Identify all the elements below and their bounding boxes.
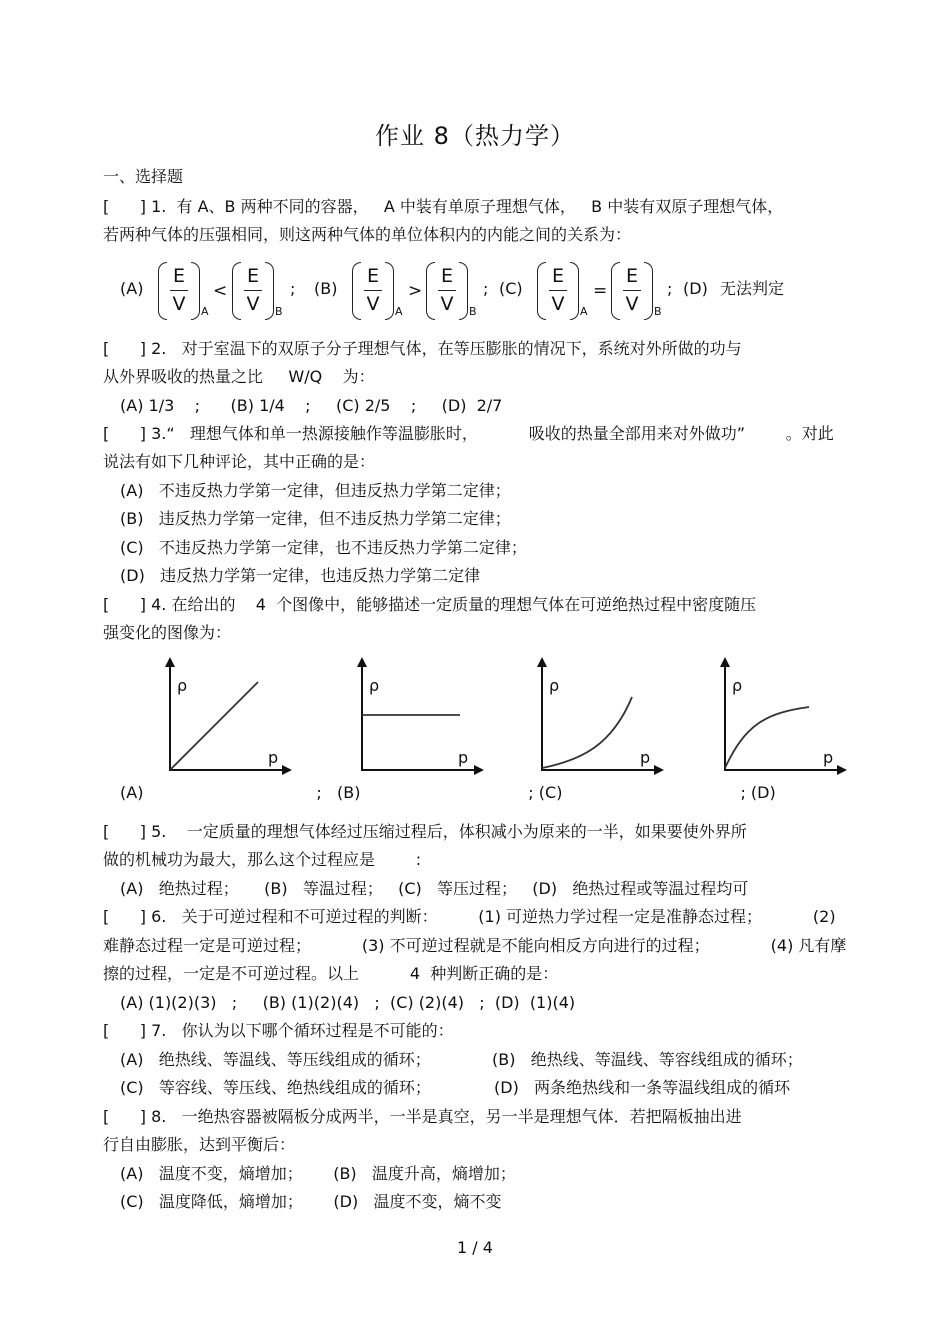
page-title: 作业 8（热力学） [375,122,575,150]
x-axis-label: p [458,748,469,767]
separator: ; [483,279,489,298]
q3-line1: [ ] 3.“ 理想气体和单一热源接触作等温膨胀时， 吸收的热量全部用来对外做功” 。对此 [103,424,834,443]
graph-b [342,655,492,780]
q3-option-b: (B) 违反热力学第一定律，但不违反热力学第二定律； [120,509,511,528]
denominator: V [440,293,454,315]
q1-fraction-a2 [232,262,274,318]
q5-line1: [ ] 5. 一定质量的理想气体经过压缩过程后，体积减小为原来的一半，如果要使外界所 [103,822,747,841]
graph-c [522,655,672,780]
numerator: E [551,265,564,287]
q1-fraction-c1 [537,262,579,318]
graph-d-curve [725,707,809,768]
q1-option-d-label: (D) [683,279,708,298]
q1-option-a-operator: < [213,281,228,301]
subscript-b: B [654,305,662,318]
numerator: E [366,265,379,287]
q1-option-c-operator: = [593,281,608,301]
graph-a-curve [170,682,258,770]
q1-fraction-b1 [352,262,394,318]
q4-graph-labels: (A) ; (B) ; (C) ; (D) [120,783,776,802]
numerator: E [440,265,453,287]
q6-line2: 难静态过程一定是可逆过程； (3) 不可逆过程就是不能向相反方向进行的过程； (4) 凡有摩 [103,936,847,955]
q3-option-a: (A) 不违反热力学第一定律，但违反热力学第二定律； [120,481,511,500]
q6-line3: 擦的过程，一定是不可逆过程。以上 4 种判断正确的是： [103,964,559,983]
section-heading: 一、选择题 [103,167,184,186]
q1-option-d-text: 无法判定 [720,279,785,298]
subscript-a: A [580,305,588,318]
y-axis-label: ρ [732,676,743,695]
denominator: V [625,293,639,315]
numerator: E [625,265,638,287]
q7-option-c: (C) 等容线、等压线、绝热线组成的循环； [120,1078,431,1097]
q1-fraction-c2 [611,262,653,318]
separator: ; [667,279,673,298]
q1-option-a-label: (A) [120,279,144,298]
page-number: 1 / 4 [457,1238,493,1257]
denominator: V [366,293,380,315]
q2-line1: [ ] 2. 对于室温下的双原子分子理想气体，在等压膨胀的情况下，系统对外所做的功与 [103,339,742,358]
y-axis-label: ρ [177,676,188,695]
subscript-b: B [275,305,283,318]
denominator: V [172,293,186,315]
subscript-a: A [201,305,209,318]
q4-line2: 强变化的图像为： [103,623,232,642]
q1-option-b-label: (B) [314,279,338,298]
q1-fraction-b2 [426,262,468,318]
q8-options-ab: (A) 温度不变，熵增加； (B) 温度升高，熵增加； [120,1164,516,1183]
q8-line1: [ ] 8. 一绝热容器被隔板分成两半，一半是真空，另一半是理想气体．若把隔板抽出进 [103,1107,742,1126]
q3-option-d: (D) 违反热力学第一定律，也违反热力学第二定律 [120,566,481,585]
q5-options: (A) 绝热过程； (B) 等温过程； (C) 等压过程； (D) 绝热过程或等温过程均可 [120,879,749,898]
q7-line1: [ ] 7. 你认为以下哪个循环过程是不可能的： [103,1021,454,1040]
x-axis-label: p [640,748,651,767]
q3-option-c: (C) 不违反热力学第一定律，也不违反热力学第二定律； [120,538,527,557]
x-axis-label: p [823,748,834,767]
q6-line1: [ ] 6. 关于可逆过程和不可逆过程的判断： (1) 可逆热力学过程一定是准静态过程； (2) [103,907,836,926]
subscript-a: A [395,305,403,318]
q4-line1: [ ] 4. 在给出的 4 个图像中，能够描述一定质量的理想气体在可逆绝热过程中密度随压 [103,595,757,614]
q3-line2: 说法有如下几种评论，其中正确的是： [103,452,376,471]
graph-c-curve [542,697,632,768]
denominator: V [246,293,260,315]
y-axis-label: ρ [549,676,560,695]
y-axis-label: ρ [369,676,380,695]
q5-line2: 做的机械功为最大，那么这个过程应是 : [103,850,422,869]
denominator: V [551,293,565,315]
q7-option-a: (A) 绝热线、等温线、等压线组成的循环； [120,1050,431,1069]
numerator: E [246,265,259,287]
q2-line2: 从外界吸收的热量之比 W/Q 为： [103,367,375,386]
q1-line1: [ ] 1. 有 A、B 两种不同的容器， A 中装有单原子理想气体， B 中装有双原子理想气体， [103,197,784,216]
q1-option-b-operator: > [408,281,423,301]
q7-option-d: (D) 两条绝热线和一条等温线组成的循环 [494,1078,791,1097]
q1-fraction-a1 [158,262,200,318]
subscript-b: B [469,305,477,318]
q1-option-c-label: (C) [499,279,523,298]
graph-d [705,655,855,780]
q7-option-b: (B) 绝热线、等温线、等容线组成的循环； [492,1050,803,1069]
q2-options: (A) 1/3 ; (B) 1/4 ; (C) 2/5 ; (D) 2/7 [120,396,503,415]
q8-options-cd: (C) 温度降低，熵增加； (D) 温度不变，熵不变 [120,1192,502,1211]
separator: ; [290,279,296,298]
graph-a [150,655,300,780]
q6-options: (A) (1)(2)(3) ; (B) (1)(2)(4) ; (C) (2)(4) ; (D) (1)(4) [120,993,576,1012]
q8-line2: 行自由膨胀，达到平衡后： [103,1135,296,1154]
q1-line2: 若两种气体的压强相同，则这两种气体的单位体积内的内能之间的关系为： [103,225,632,244]
x-axis-label: p [268,748,279,767]
numerator: E [172,265,185,287]
